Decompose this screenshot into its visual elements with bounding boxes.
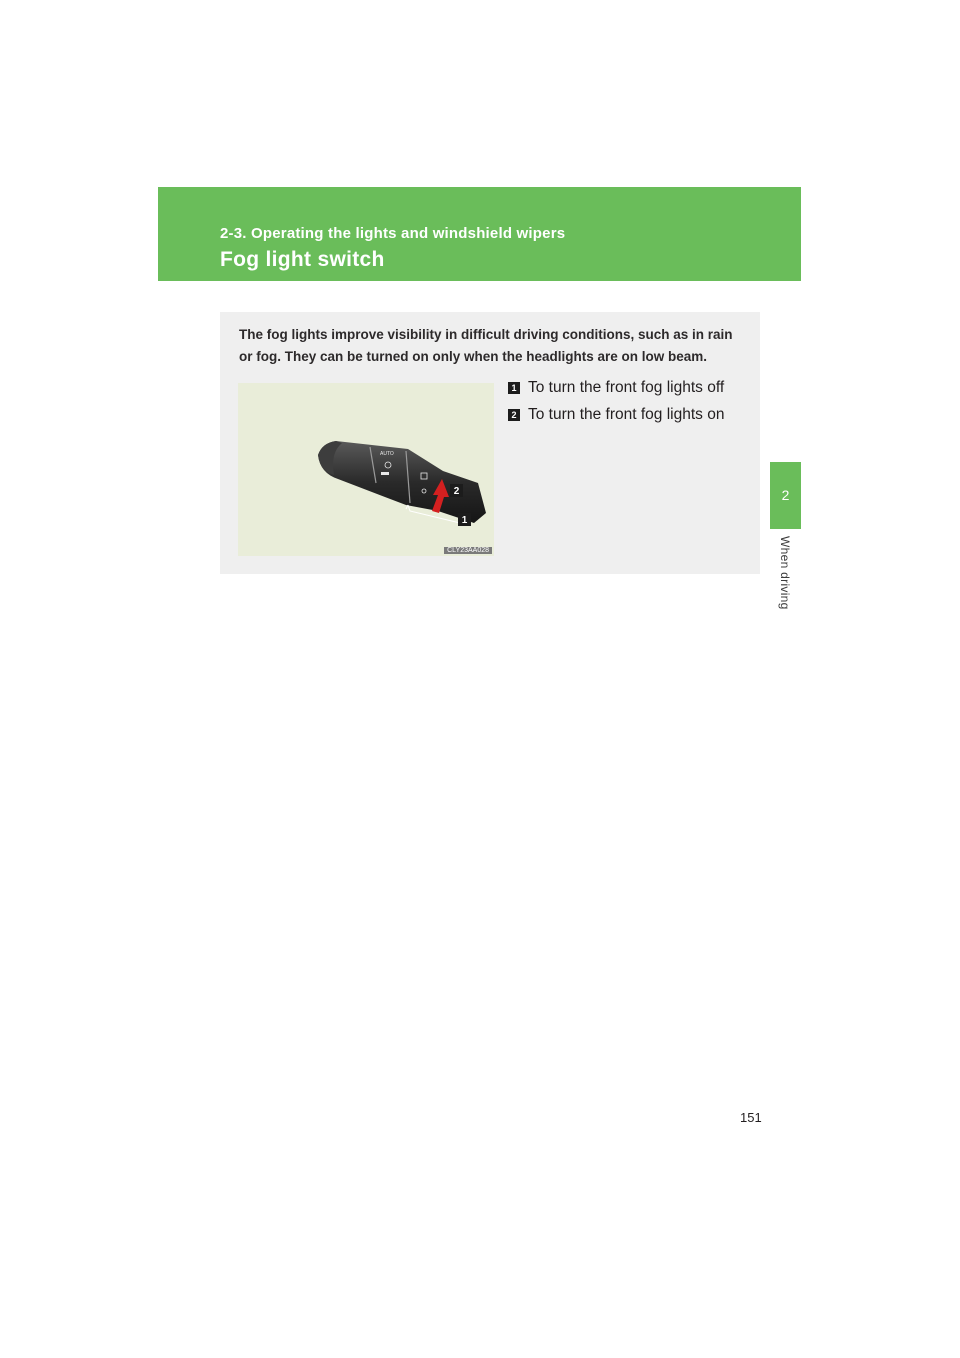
auto-mark: AUTO (380, 451, 394, 457)
intro-text: The fog lights improve visibility in difficult driving conditions, such as in rain or fog. They can be turned on only when the headlights are on low beam. (239, 327, 733, 364)
step-item (508, 374, 758, 401)
page-title: Fog light switch (220, 248, 385, 271)
fog-switch-illustration (238, 383, 494, 556)
callout-1-label: 1 (461, 515, 468, 526)
step-number-badge: 2 (508, 409, 520, 421)
callout-2-label: 2 (453, 486, 460, 497)
chapter-tab-label: When driving (778, 536, 792, 610)
step-number-badge: 1 (508, 382, 520, 394)
chapter-tab: 2 (770, 462, 801, 529)
step-item (508, 401, 758, 428)
figure-code: CLY23AA028 (444, 547, 492, 554)
stalk-drawing (238, 383, 494, 556)
step-list (508, 374, 758, 428)
chapter-header (158, 187, 801, 281)
step-text: To turn the front fog lights off (528, 378, 725, 396)
info-box (220, 312, 760, 574)
page-number: 151 (740, 1110, 762, 1125)
step-text: To turn the front fog lights on (528, 405, 725, 423)
section-label: 2-3. Operating the lights and windshield wipers (220, 225, 566, 242)
